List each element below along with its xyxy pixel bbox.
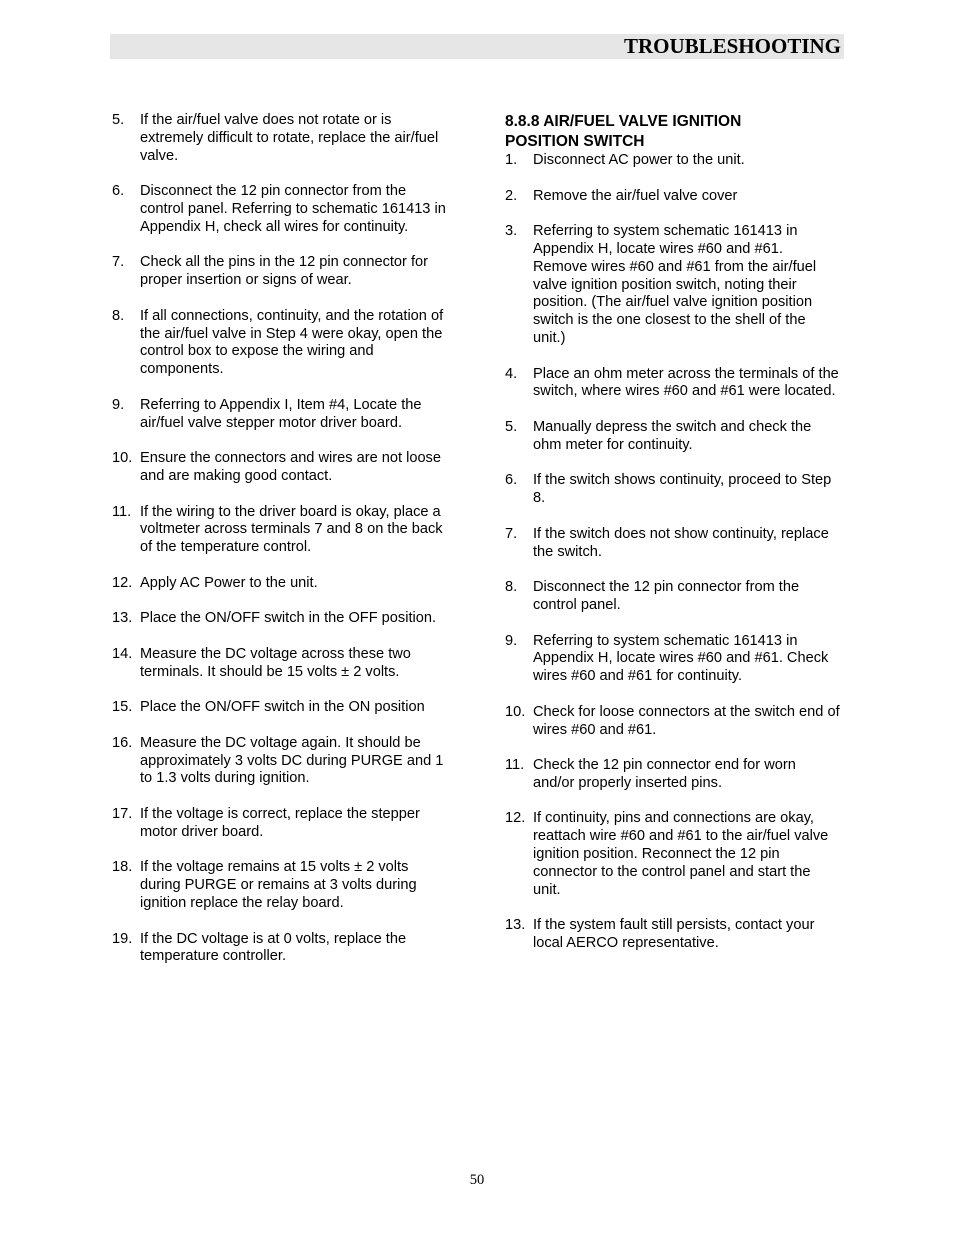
left-step-list: [112, 112, 452, 966]
list-item: [112, 308, 452, 379]
item-text: Ensure the connectors and wires are not loose and are making good contact.: [140, 450, 441, 484]
list-item: [505, 152, 840, 170]
list-item: [505, 188, 840, 206]
item-text: If the system fault still persists, contact your local AERCO representative.: [533, 917, 815, 952]
item-number: 4.: [505, 365, 518, 382]
item-text: If the air/fuel valve does not rotate or is extremely difficult to rotate, replace the air/fuel valve.: [140, 112, 439, 164]
item-number: 9.: [505, 632, 518, 649]
item-number: 8.: [505, 579, 518, 596]
right-column: [505, 112, 840, 971]
item-text: Remove the air/fuel valve cover: [533, 187, 738, 204]
left-column: [112, 112, 452, 984]
list-item: [505, 526, 840, 562]
item-text: Disconnect the 12 pin connector from the control panel.: [533, 579, 800, 613]
item-text: Apply AC Power to the unit.: [140, 574, 318, 591]
list-item: [112, 183, 452, 236]
item-number: 9.: [112, 396, 125, 413]
list-item: [505, 579, 840, 615]
list-item: [112, 397, 452, 433]
item-number: 19.: [112, 930, 133, 947]
page-number: 50: [469, 1172, 485, 1188]
list-item: [505, 633, 840, 686]
list-item: [505, 757, 840, 793]
item-number: 5.: [112, 112, 125, 128]
list-item: [112, 931, 452, 967]
section-heading: 8.8.8 AIR/FUEL VALVE IGNITION POSITION SWITCH: [505, 113, 742, 150]
header-bar: [110, 34, 844, 59]
list-item: [112, 859, 452, 912]
list-item: [112, 575, 452, 593]
right-step-list: [505, 152, 840, 953]
item-text: Disconnect AC power to the unit.: [533, 152, 745, 168]
item-text: If continuity, pins and connections are okay, reattach wire #60 and #61 to the air/fuel valve ignition position. Reconnect the 12 pin connector to the control panel and start the unit.: [533, 810, 829, 898]
item-number: 1.: [505, 152, 518, 168]
list-item: [112, 504, 452, 557]
item-text: Place an ohm meter across the terminals of the switch, where wires #60 and #61 were located.: [533, 365, 839, 400]
item-text: If the DC voltage is at 0 volts, replace the temperature controller.: [140, 930, 407, 965]
item-text: Referring to system schematic 161413 in Appendix H, locate wires #60 and #61. Check wires #60 and #61 for continuity.: [533, 632, 829, 685]
item-text: If the switch shows continuity, proceed to Step 8.: [533, 472, 832, 507]
item-text: Measure the DC voltage across these two terminals. It should be 15 volts ± 2 volts.: [140, 645, 411, 680]
item-text: Manually depress the switch and check the ohm meter for continuity.: [533, 418, 812, 453]
item-text: If all connections, continuity, and the rotation of the air/fuel valve in Step 4 were okay, open the control box to expose the wiring and components.: [140, 307, 444, 378]
item-text: Disconnect the 12 pin connector from the control panel. Referring to schematic 161413 in Appendix H, check all wires for continuity.: [140, 183, 446, 235]
item-number: 11.: [112, 503, 132, 520]
item-number: 2.: [505, 187, 518, 204]
item-text: Place the ON/OFF switch in the OFF position.: [140, 610, 437, 627]
list-item: [112, 610, 452, 628]
list-item: [505, 472, 840, 508]
item-text: If the wiring to the driver board is okay, place a voltmeter across terminals 7 and 8 on the back of the temperature control.: [140, 503, 443, 556]
item-text: If the voltage remains at 15 volts ± 2 volts during PURGE or remains at 3 volts during ignition replace the relay board.: [140, 859, 417, 912]
item-number: 12.: [505, 810, 526, 827]
item-number: 17.: [112, 806, 133, 823]
list-item: [505, 917, 840, 953]
list-item: [112, 450, 452, 486]
item-number: 7.: [112, 254, 125, 271]
item-number: 18.: [112, 859, 133, 876]
list-item: [505, 810, 840, 899]
list-item: [112, 112, 452, 165]
item-number: 13.: [505, 917, 526, 934]
list-item: [112, 646, 452, 682]
list-item: [505, 704, 840, 740]
item-number: 10.: [505, 703, 526, 720]
item-number: 10.: [112, 450, 133, 467]
item-text: Referring to Appendix I, Item #4, Locate the air/fuel valve stepper motor driver board.: [140, 396, 422, 431]
item-text: Place the ON/OFF switch in the ON position: [140, 699, 425, 716]
list-item: [112, 735, 452, 788]
item-text: If the voltage is correct, replace the stepper motor driver board.: [140, 806, 420, 840]
list-item: [112, 806, 452, 842]
item-number: 13.: [112, 610, 133, 627]
list-item: [112, 254, 452, 290]
item-number: 3.: [505, 223, 518, 240]
item-text: If the switch does not show continuity, replace the switch.: [533, 525, 829, 560]
item-number: 6.: [505, 472, 518, 489]
list-item: [505, 419, 840, 455]
item-number: 11.: [505, 757, 525, 774]
item-number: 8.: [112, 307, 125, 324]
list-item: [112, 699, 452, 717]
list-item: [505, 223, 840, 348]
list-item: [505, 366, 840, 402]
item-number: 7.: [505, 525, 518, 542]
item-text: Check all the pins in the 12 pin connector for proper insertion or signs of wear.: [140, 254, 428, 289]
item-text: Check the 12 pin connector end for worn and/or properly inserted pins.: [533, 757, 796, 791]
item-number: 16.: [112, 734, 133, 751]
item-number: 12.: [112, 574, 133, 591]
item-text: Measure the DC voltage again. It should be approximately 3 volts DC during PURGE and 1 to 1.3 volts during ignition.: [140, 734, 444, 787]
item-number: 15.: [112, 699, 133, 716]
item-number: 6.: [112, 183, 125, 200]
item-text: Check for loose connectors at the switch end of wires #60 and #61.: [533, 703, 840, 738]
page-title: TROUBLESHOOTING: [623, 34, 841, 58]
item-number: 14.: [112, 645, 133, 662]
item-number: 5.: [505, 418, 518, 435]
item-text: Referring to system schematic 161413 in Appendix H, locate wires #60 and #61. Remove wires #60 and #61 from the air/fuel valve ignition position switch, noting their position. (The air/fuel valve ignition position switch is the one closest to the shell of the unit.): [533, 223, 817, 346]
